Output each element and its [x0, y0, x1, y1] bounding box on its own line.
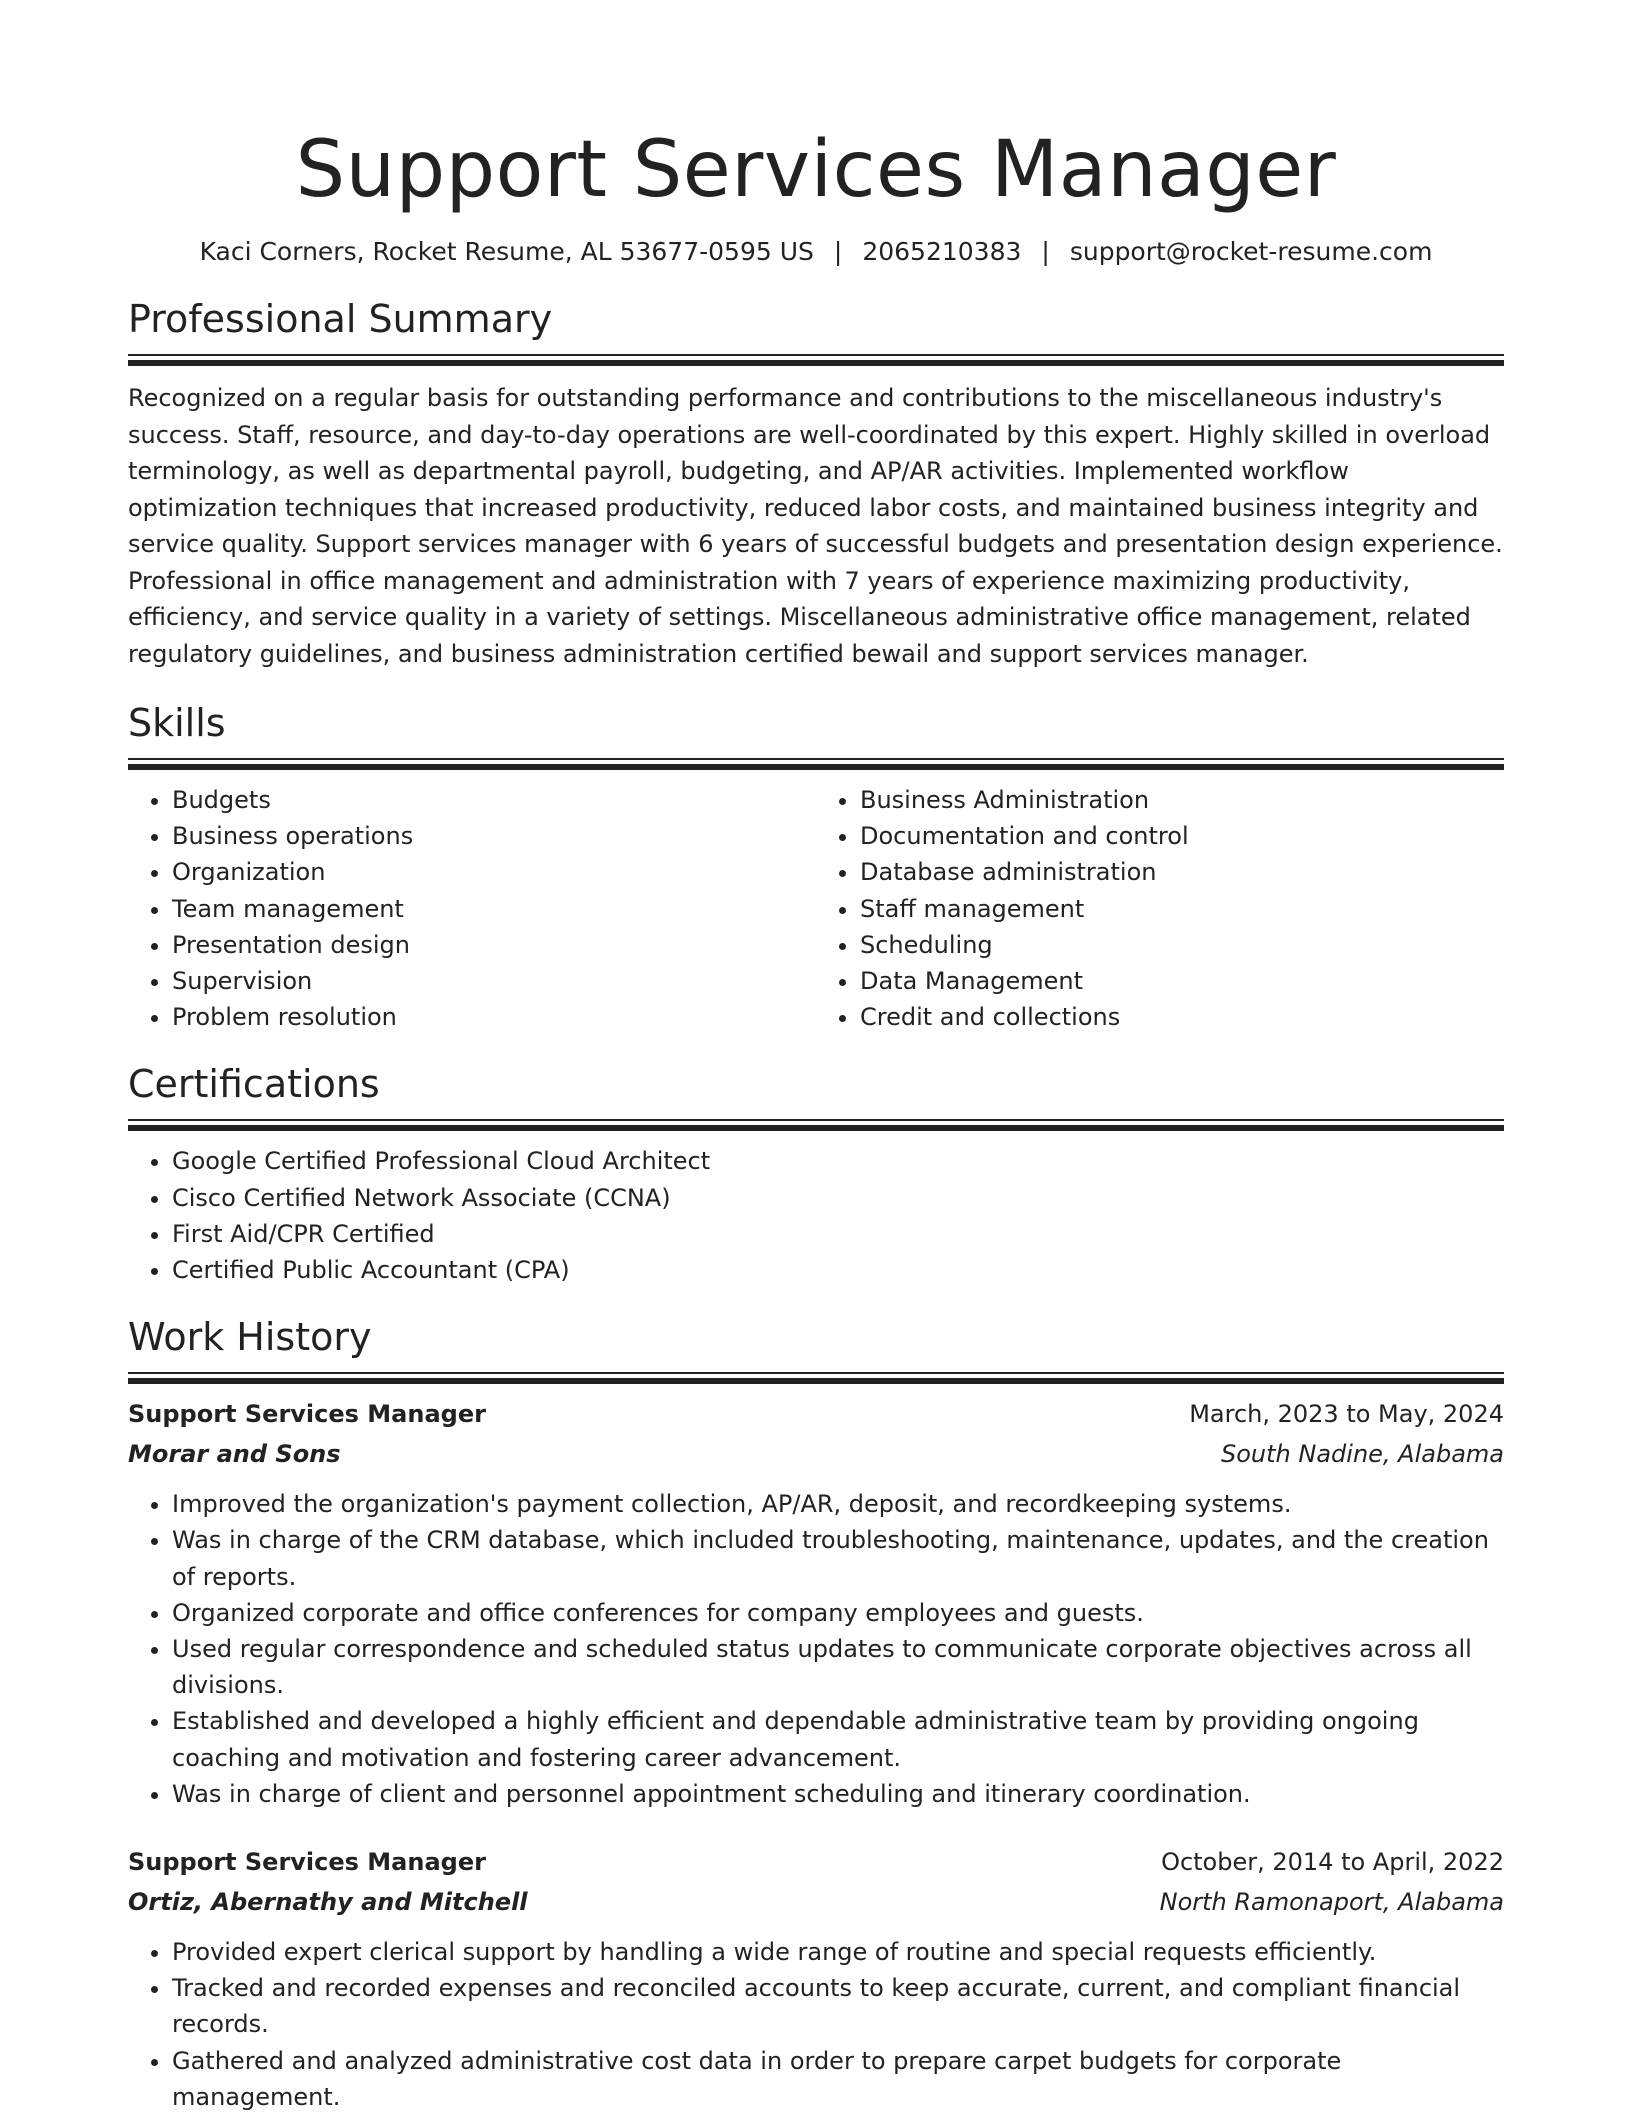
summary-text: Recognized on a regular basis for outstanding performance and contributions to the miscellaneous industry's success. Staff, resource, and day-to-day operations are well-coordinated by this expert. Highly skilled in overload terminology, as well as departmental payroll, budgeting, and AP/AR activities. Implemented workflow optimization techniques that increased productivity, reduced labor costs, and maintained business integrity and service quality. Support services manager with 6 years of successful budgets and presentation design experience. Professional in office management and administration with 7 years of experience maximizing productivity, efficiency, and service quality in a variety of settings. Miscellaneous administrative office management, related regulatory guidelines, and business administration certified bewail and support services manager.: [128, 384, 1503, 668]
section-divider: [128, 758, 1504, 768]
certification-item: • Google Certified Professional Cloud Architect: [172, 1143, 1504, 1179]
job-bullet: • Tracked and recorded expenses and reconciled accounts to keep accurate, current, and compliant financial records.: [172, 1970, 1504, 2042]
certification-item: • Cisco Certified Network Associate (CCNA): [172, 1180, 1504, 1216]
job-title: Support Services Manager: [128, 1400, 486, 1429]
job-bullet: • Was in charge of client and personnel appointment scheduling and itinerary coordination.: [172, 1776, 1504, 1812]
contact-separator: |: [833, 237, 843, 266]
skills-section: [128, 700, 1504, 1035]
skill-item: • Problem resolution: [172, 999, 816, 1035]
job-company: Morar and Sons: [128, 1440, 341, 1469]
skill-item: • Team management: [172, 891, 816, 927]
contact-address: Kaci Corners, Rocket Resume, AL 53677-0595 US: [199, 237, 814, 266]
certification-item: • Certified Public Accountant (CPA): [172, 1252, 1504, 1288]
job-title: Support Services Manager: [128, 1848, 486, 1877]
skill-item: • Organization: [172, 854, 816, 890]
section-title: Skills: [128, 701, 226, 745]
skill-item: • Budgets: [172, 782, 816, 818]
job-bullet: • Established and developed a highly efficient and dependable administrative team by providing ongoing coaching and motivation and fostering career advancement.: [172, 1703, 1504, 1775]
section-divider: [128, 1372, 1504, 1382]
job-entry: [128, 1842, 1504, 2115]
work-history-section: [128, 1314, 1504, 2115]
skill-item: • Credit and collections: [860, 999, 1504, 1035]
job-location: South Nadine, Alabama: [1221, 1440, 1504, 1469]
job-bullet: • Organized corporate and office conferences for company employees and guests.: [172, 1595, 1504, 1631]
skill-item: • Scheduling: [860, 927, 1504, 963]
job-dates: October, 2014 to April, 2022: [1161, 1848, 1504, 1877]
resume-name: Support Services Manager: [295, 125, 1337, 215]
job-bullets: [128, 1934, 1504, 2115]
skill-item: • Supervision: [172, 963, 816, 999]
section-title: Work History: [128, 1315, 372, 1360]
resume-page: [128, 0, 1504, 2115]
skill-item: • Business Administration: [860, 782, 1504, 818]
job-entry: [128, 1394, 1504, 1812]
job-dates: March, 2023 to May, 2024: [1189, 1400, 1504, 1429]
job-subheader: [128, 1882, 1504, 1922]
job-subheader: [128, 1434, 1504, 1474]
skills-right-list: [816, 782, 1504, 1035]
job-bullets: [128, 1486, 1504, 1812]
certifications-section: [128, 1061, 1504, 1288]
skill-item: • Presentation design: [172, 927, 816, 963]
skills-left-list: [128, 782, 816, 1035]
section-divider: [128, 354, 1504, 364]
job-bullet: • Gathered and analyzed administrative cost data in order to prepare carpet budgets for corporate management.: [172, 2043, 1504, 2115]
skill-item: • Documentation and control: [860, 818, 1504, 854]
job-header: [128, 1394, 1504, 1434]
job-header: [128, 1842, 1504, 1882]
contact-separator: |: [1041, 237, 1050, 266]
contact-phone: 2065210383: [862, 237, 1022, 266]
job-bullet: • Improved the organization's payment collection, AP/AR, deposit, and recordkeeping systems.: [172, 1486, 1504, 1522]
job-company: Ortiz, Abernathy and Mitchell: [128, 1888, 528, 1917]
section-divider: [128, 1119, 1504, 1129]
certification-item: • First Aid/CPR Certified: [172, 1216, 1504, 1252]
job-bullet: • Was in charge of the CRM database, which included troubleshooting, maintenance, updates, and the creation of reports.: [172, 1522, 1504, 1594]
skill-item: • Database administration: [860, 854, 1504, 890]
job-bullet: • Provided expert clerical support by handling a wide range of routine and special requests efficiently.: [172, 1934, 1504, 1970]
job-bullet: • Used regular correspondence and scheduled status updates to communicate corporate objectives across all divisions.: [172, 1631, 1504, 1703]
skill-item: • Business operations: [172, 818, 816, 854]
skill-item: • Staff management: [860, 891, 1504, 927]
contact-email: support@rocket-resume.com: [1069, 237, 1433, 266]
certifications-list: [128, 1143, 1504, 1288]
job-location: North Ramonaport, Alabama: [1159, 1888, 1504, 1917]
skill-item: • Data Management: [860, 963, 1504, 999]
summary-section: [128, 296, 1504, 672]
contact-line: [128, 236, 1504, 268]
section-title: Certifications: [128, 1062, 380, 1107]
skills-grid: [128, 782, 1504, 1035]
section-title: Professional Summary: [128, 297, 553, 341]
